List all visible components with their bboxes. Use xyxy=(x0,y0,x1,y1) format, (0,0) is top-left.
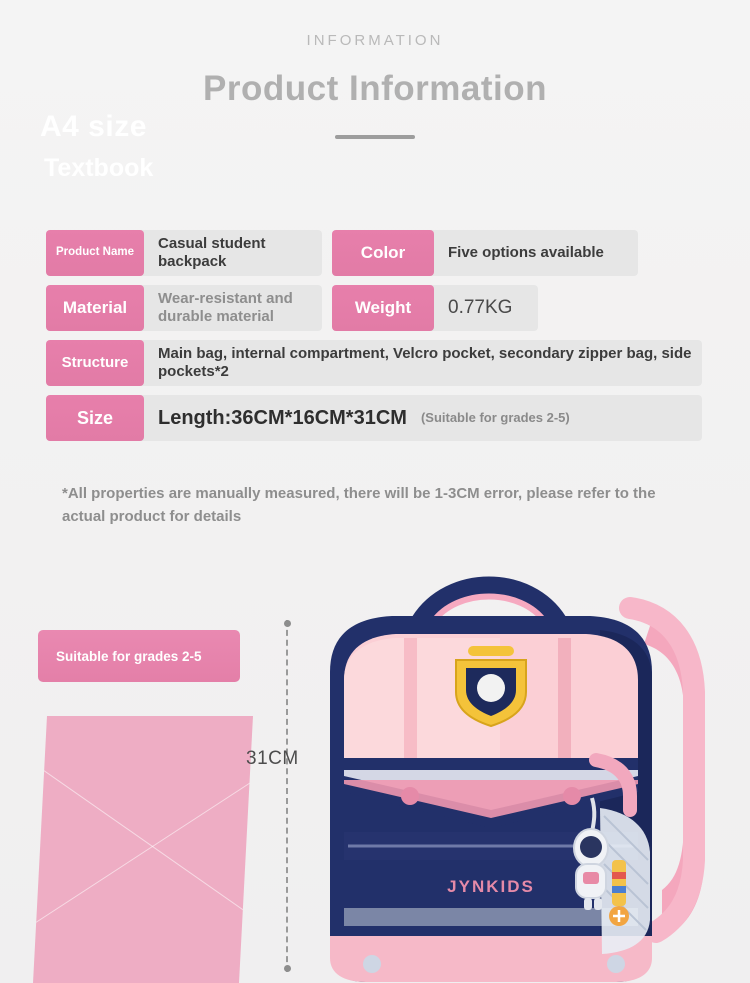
spec-pair-size xyxy=(46,395,702,441)
title-divider xyxy=(335,135,415,139)
spec-label-color: Color xyxy=(332,230,434,276)
buckle-left xyxy=(401,787,419,805)
spec-row xyxy=(46,285,706,331)
a4-card-text xyxy=(40,110,153,183)
height-measure-label: 31CM xyxy=(246,748,299,769)
spec-pair-structure xyxy=(46,340,702,386)
a4-card-diagonal-line xyxy=(33,774,253,943)
flap-stripe xyxy=(558,638,571,758)
spec-row xyxy=(46,230,706,276)
spec-label-product-name: Product Name xyxy=(46,230,144,276)
flap-stripe xyxy=(404,638,417,758)
reflective-strip xyxy=(344,908,638,926)
spec-pair-color xyxy=(332,230,638,276)
spec-value-structure: Main bag, internal compartment, Velcro pocket, secondary zipper bag, side pockets*2 xyxy=(140,340,702,386)
backpack-svg xyxy=(300,560,750,983)
spec-row xyxy=(46,395,706,441)
spec-table xyxy=(46,230,706,450)
spec-label-size: Size xyxy=(46,395,144,441)
brand-text: JYNKIDS xyxy=(447,877,535,896)
spec-value-size xyxy=(140,395,702,441)
spec-value-product-name: Casual student backpack xyxy=(140,230,322,276)
buckle-right xyxy=(563,787,581,805)
spec-value-material: Wear-resistant and durable material xyxy=(140,285,322,331)
spec-pair-weight xyxy=(332,285,538,331)
spec-pair-material xyxy=(46,285,322,331)
spec-label-material: Material xyxy=(46,285,144,331)
height-measure-line xyxy=(286,620,288,972)
bottom-stud-left xyxy=(363,955,381,973)
spec-label-weight: Weight xyxy=(332,285,434,331)
spec-value-weight: 0.77KG xyxy=(430,285,538,331)
bottom-stud-right xyxy=(607,955,625,973)
a4-textbook-label: Textbook xyxy=(44,154,154,182)
spec-label-structure: Structure xyxy=(46,340,144,386)
spec-pair-product-name xyxy=(46,230,322,276)
backpack-illustration xyxy=(300,560,750,983)
spec-value-size-suffix: (Suitable for grades 2-5) xyxy=(420,410,570,426)
a4-size-label: A4 size xyxy=(40,110,147,143)
spec-row xyxy=(46,340,706,386)
a4-card-diagonal-line xyxy=(33,750,253,919)
measure-dot-top xyxy=(284,620,291,627)
spec-value-color: Five options available xyxy=(430,230,638,276)
page-title: Product Information xyxy=(203,69,547,108)
measurement-note: *All properties are manually measured, there will be 1-3CM error, please refer to the actual product for details xyxy=(62,485,656,526)
a4-size-card xyxy=(33,716,253,983)
grade-badge: Suitable for grades 2-5 xyxy=(38,630,240,682)
measure-dot-bottom xyxy=(284,965,291,972)
spec-value-size-main: Length:36CM*16CM*31CM xyxy=(158,407,407,429)
page-eyebrow: INFORMATION xyxy=(306,32,444,49)
